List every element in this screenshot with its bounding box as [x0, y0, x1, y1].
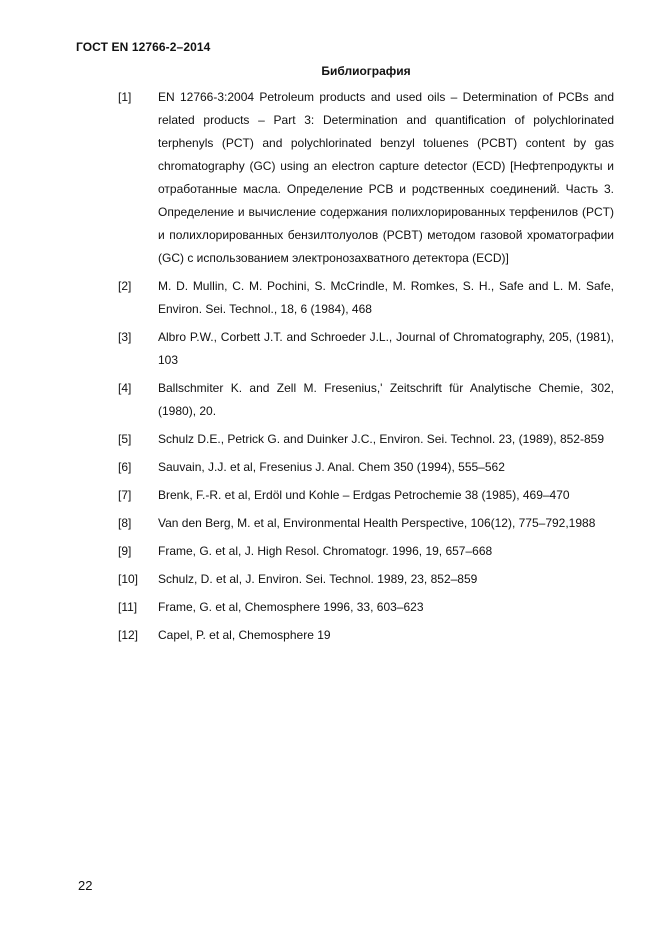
- reference-text: Schulz, D. et al, J. Environ. Sei. Technol. 1989, 23, 852–859: [158, 572, 478, 586]
- reference-number: [8]: [118, 516, 132, 530]
- reference-number: [6]: [118, 460, 132, 474]
- reference-text: Capel, P. et al, Chemosphere 19: [158, 628, 331, 642]
- section-title: Библиография: [321, 64, 411, 78]
- reference-text: Frame, G. et al, Chemosphere 1996, 33, 603–623: [158, 600, 424, 614]
- reference-item: [118, 596, 618, 619]
- reference-text: Albro P.W., Corbett J.T. and Schroeder J.L., Journal of Chromatography, 205, (1981), 103: [158, 330, 614, 367]
- reference-item: [118, 568, 618, 591]
- reference-text: M. D. Mullin, C. M. Pochini, S. McCrindle, M. Romkes, S. H., Safe and L. M. Safe, Environ. Sei. Technol., 18, 6 (1984), 468: [158, 279, 614, 316]
- reference-number: [4]: [118, 381, 132, 395]
- reference-text: EN 12766-3:2004 Petroleum products and used oils – Determination of PCBs and related products – Part 3: Determination and quantification of polychlorinated terphenyls (PCT) and polychlorinated benzyl toluenes (PCBT) content by gas chromatography (GC) using an electron capture detector (ECD) [Нефтепродукты и отработанные масла. Определение PCB и родственных соединений. Часть 3. Определение и вычисление содержания полихлорированных терфенилов (PCT) и полихлорированных бензилтолуолов (PCBT) методом газовой хроматографии (GC) с использованием электронозахватного детектора (ECD)]: [158, 90, 614, 265]
- reference-number: [5]: [118, 432, 132, 446]
- reference-text: Sauvain, J.J. et al, Fresenius J. Anal. Chem 350 (1994), 555–562: [158, 460, 505, 474]
- reference-number: [3]: [118, 330, 132, 344]
- reference-number: [7]: [118, 488, 132, 502]
- reference-number: [1]: [118, 90, 132, 104]
- reference-item: [118, 624, 618, 647]
- document-code: ГОСТ EN 12766-2–2014: [76, 40, 211, 54]
- reference-item: [118, 86, 618, 270]
- reference-item: [118, 512, 618, 535]
- reference-text: Van den Berg, M. et al, Environmental Health Perspective, 106(12), 775–792,1988: [158, 516, 596, 530]
- reference-item: [118, 326, 618, 372]
- reference-number: [11]: [118, 600, 138, 614]
- reference-number: [2]: [118, 279, 132, 293]
- reference-item: [118, 275, 618, 321]
- reference-item: [118, 540, 618, 563]
- reference-number: [10]: [118, 572, 139, 586]
- reference-number: [9]: [118, 544, 132, 558]
- reference-item: [118, 484, 618, 507]
- reference-item: [118, 428, 618, 451]
- reference-text: Brenk, F.-R. et al, Erdöl und Kohle – Erdgas Petrochemie 38 (1985), 469–470: [158, 488, 570, 502]
- page-number: 22: [78, 878, 93, 893]
- reference-item: [118, 456, 618, 479]
- reference-text: Ballschmiter K. and Zell M. Fresenius,' Zeitschrift für Analytische Chemie, 302, (1980), 20.: [158, 381, 614, 418]
- reference-text: Frame, G. et al, J. High Resol. Chromatogr. 1996, 19, 657–668: [158, 544, 493, 558]
- reference-list: [118, 86, 618, 652]
- reference-number: [12]: [118, 628, 139, 642]
- reference-item: [118, 377, 618, 423]
- reference-text: Schulz D.E., Petrick G. and Duinker J.C., Environ. Sei. Technol. 23, (1989), 852-859: [158, 432, 604, 446]
